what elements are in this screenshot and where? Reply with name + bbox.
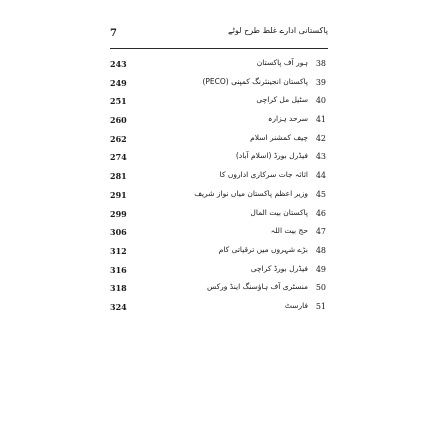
toc-page-number: 306 [110, 227, 127, 238]
toc-chapter-title: وزیر اعظم پاکستان میاں نواز شریف [194, 188, 308, 198]
toc-row [110, 264, 326, 283]
toc-chapter-title: حج بیت اللہ [270, 226, 308, 236]
toc-chapter-number: 45 [315, 189, 326, 199]
toc-row [110, 95, 326, 114]
page-header [110, 26, 328, 48]
toc-chapter-number: 39 [315, 77, 326, 87]
toc-chapter-number: 43 [315, 152, 326, 162]
table-of-contents [110, 58, 326, 320]
toc-page-number: 299 [110, 208, 127, 219]
toc-page-number: 281 [110, 171, 127, 182]
toc-chapter-number: 47 [315, 227, 326, 237]
toc-chapter-number: 46 [315, 208, 326, 218]
toc-row [110, 151, 326, 170]
toc-row [110, 282, 326, 301]
toc-chapter-number: 49 [315, 264, 326, 274]
toc-page-number: 312 [110, 245, 127, 256]
toc-chapter-title: فیڈرل بورڈ کراچی [250, 263, 308, 273]
toc-page-number: 324 [110, 301, 127, 312]
toc-row [110, 133, 326, 152]
toc-chapter-title: چیف کمشنر اسلام [250, 132, 308, 142]
toc-row [110, 226, 326, 245]
toc-page-number: 251 [110, 96, 127, 107]
toc-row [110, 189, 326, 208]
toc-page-number: 291 [110, 189, 127, 200]
toc-chapter-number: 51 [315, 301, 326, 311]
toc-page-number: 274 [110, 152, 127, 163]
toc-chapter-title: پاکستان انجینئرنگ کمپنی (PECO) [202, 76, 308, 86]
toc-row [110, 208, 326, 227]
header-rule [110, 48, 328, 49]
toc-chapter-number: 48 [315, 245, 326, 255]
toc-chapter-title: ہور آف پاکستان [256, 58, 308, 67]
toc-page-number: 249 [110, 77, 127, 88]
toc-chapter-number: 50 [315, 283, 326, 293]
toc-chapter-number: 42 [315, 133, 326, 143]
toc-row [110, 170, 326, 189]
toc-chapter-title: اثاثہ جات سرکاری اداروں کا [219, 170, 308, 180]
toc-chapter-title: فیڈرل بورڈ (اسلام آباد) [235, 151, 308, 161]
toc-row [110, 77, 326, 96]
toc-page-number: 260 [110, 115, 127, 126]
toc-chapter-number: 38 [315, 59, 326, 68]
toc-row [110, 114, 326, 133]
toc-page-number: 243 [110, 59, 127, 69]
toc-page-number: 316 [110, 264, 127, 275]
toc-chapter-title: سرحد ہزارہ [267, 114, 308, 124]
toc-chapter-title: پاکستان بیت المال [250, 207, 308, 217]
toc-row [110, 245, 326, 264]
page-number: 7 [110, 28, 117, 39]
toc-row [110, 58, 326, 77]
toc-page-number: 318 [110, 283, 127, 294]
toc-row [110, 301, 326, 320]
toc-chapter-title: منسٹری آف ہاؤسنگ اینڈ ورکس [207, 282, 308, 292]
toc-chapter-number: 41 [315, 115, 326, 125]
toc-chapter-number: 44 [315, 171, 326, 181]
toc-chapter-title: بڑے شہروں میں ترقیاتی کام [218, 244, 308, 254]
toc-page-number: 262 [110, 133, 127, 144]
toc-chapter-title: فارسٹ [284, 300, 308, 310]
running-title: پاکستانی ادارے غلط طرح لوٹے [228, 26, 328, 35]
toc-chapter-title: سٹیل مل کراچی [256, 95, 308, 105]
toc-chapter-number: 40 [315, 96, 326, 106]
